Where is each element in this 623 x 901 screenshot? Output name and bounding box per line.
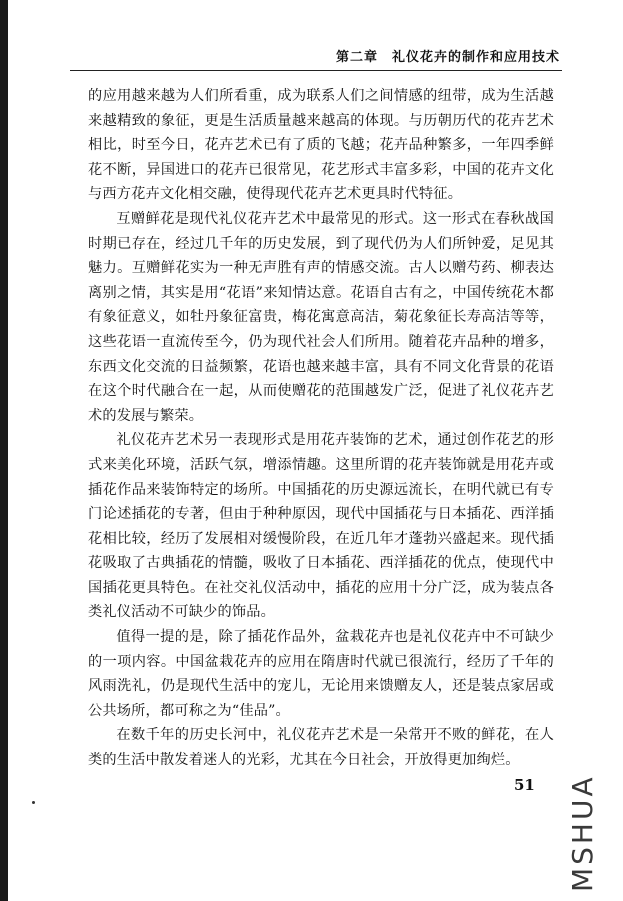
- header-rule: [70, 70, 562, 71]
- watermark-text: MSHUA: [566, 774, 599, 892]
- paragraph-flower-decoration: 礼仪花卉艺术另一表现形式是用花卉装饰的艺术，通过创作花艺的形式来美化环境，活跃气氛，增添情趣。这里所谓的花卉装饰就是用花卉或插花作品来装饰特定的场所。中国插花的历史源远流长，在明代就已有专门论述插花的专著，但由于种种原因，现代中国插花与日本插花、西洋插花相比较，经历了发展相对缓慢阶段，在近几年才蓬勃兴盛起来。现代插花吸取了古典插花的情髓，吸收了日本插花、西洋插花的优点，使现代中国插花更具特色。在社交礼仪活动中，插花的应用十分广泛，成为装点各类礼仪活动不可缺少的饰品。: [88, 432, 554, 621]
- page-number: 51: [514, 776, 535, 794]
- paragraph-potted-flowers: 值得一提的是，除了插花作品外，盆栽花卉也是礼仪花卉中不可缺少的一项内容。中国盆栽花卉的应用在隋唐时代就已很流行，经历了千年的风雨洗礼，仍是现代生活中的宠儿，无论用来馈赠友人，还是装点家居或公共场所，都可称之为“佳品”。: [88, 629, 554, 719]
- paragraph-conclusion: 在数千年的历史长河中，礼仪花卉艺术是一朵常开不败的鲜花，在人类的生活中散发着迷人的光彩，尤其在今日社会，开放得更加绚烂。: [88, 727, 554, 769]
- paragraph-continuation: 的应用越来越为人们所看重，成为联系人们之间情感的纽带，成为生活越来越精致的象征，更是生活质量越来越高的体现。与历朝历代的花卉艺术相比，时至今日，花卉艺术已有了质的飞越；花卉品种繁多，一年四季鲜花不断，异国进口的花卉已很常见，花艺形式丰富多彩，中国的花卉文化与西方花卉文化相交融，使得现代花卉艺术更具时代特征。: [88, 88, 554, 203]
- scan-speck: [32, 801, 35, 804]
- scan-edge-border: [0, 0, 8, 901]
- paragraph-flower-gifting: 互赠鲜花是现代礼仪花卉艺术中最常见的形式。这一形式在春秋战国时期已存在，经过几千年的历史发展，到了现代仍为人们所钟爱，足见其魅力。互赠鲜花实为一种无声胜有声的情感交流。古人以赠芍药、柳表达离别之情，其实是用“花语”来知情达意。花语自古有之，中国传统花木都有象征意义，如牡丹象征富贵，梅花寓意高洁，菊花象征长寿高洁等等，这些花语一直流传至今，仍为现代社会人们所用。随着花卉品种的增多，东西文化交流的日益频繁，花语也越来越丰富，具有不同文化背景的花语在这个时代融合在一起，从而使赠花的范围越发广泛，促进了礼仪花卉艺术的发展与繁荣。: [88, 210, 554, 424]
- running-head: 第二章 礼仪花卉的制作和应用技术: [335, 50, 560, 65]
- body-text: [88, 84, 554, 773]
